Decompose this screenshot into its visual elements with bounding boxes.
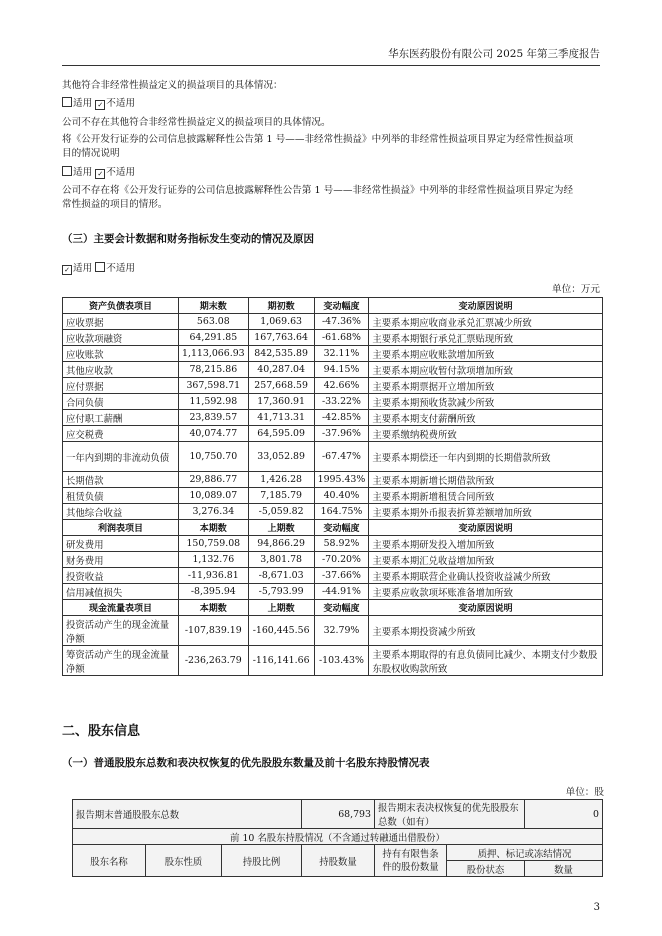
fin-reason-cell: 主要系本期取得的有息负债同比减少、本期支付少数股东股权收购款所致 xyxy=(369,646,603,676)
col-restricted: 持有有限售条件的股份数量 xyxy=(375,845,447,877)
fin-change-cell: -70.20% xyxy=(314,552,369,568)
fin-value2-cell: 64,595.09 xyxy=(248,426,314,442)
fin-item-cell: 应付职工薪酬 xyxy=(63,410,179,426)
fin-value2-cell: 1,069.63 xyxy=(248,314,314,330)
fin-row xyxy=(63,584,603,600)
fin-value2-cell: -8,671.03 xyxy=(248,568,314,584)
fin-value2-cell: 3,801.78 xyxy=(248,552,314,568)
report-title: 华东医药股份有限公司 2025 年第三季度报告 xyxy=(388,48,600,60)
fin-item-cell: 应收款项融资 xyxy=(63,330,179,346)
fin-group-header-row xyxy=(63,600,603,616)
fin-group-header-row xyxy=(63,298,603,314)
fin-row xyxy=(63,472,603,488)
fin-item-cell: 应收账款 xyxy=(63,346,179,362)
fin-change-cell: 1995.43% xyxy=(314,472,369,488)
fin-reason-cell: 主要系本期支付薪酬所致 xyxy=(369,410,603,426)
fin-value2-cell: 7,185.79 xyxy=(248,488,314,504)
fin-item-cell: 长期借款 xyxy=(63,472,179,488)
fin-item-cell: 一年内到期的非流动负债 xyxy=(63,442,179,472)
fin-item-cell: 研发费用 xyxy=(63,536,179,552)
fin-value1-cell: 40,074.77 xyxy=(179,426,249,442)
option-row-1: 适用 ✓ 不适用 xyxy=(62,97,604,111)
fin-change-cell: -47.36% xyxy=(314,314,369,330)
fin-value1-cell: 563.08 xyxy=(179,314,249,330)
fin-value2-cell: 842,535.89 xyxy=(248,346,314,362)
fin-value2-cell: 33,052.89 xyxy=(248,442,314,472)
fin-value1-cell: 29,886.77 xyxy=(179,472,249,488)
col-qty: 持股数量 xyxy=(302,845,375,877)
fin-item-cell: 筹资活动产生的现金流量净额 xyxy=(63,646,179,676)
fin-value2-cell: -116,141.66 xyxy=(248,646,314,676)
col-pledge: 质押、标记或冻结情况 xyxy=(447,845,603,861)
fin-value1-cell: -236,263.79 xyxy=(179,646,249,676)
fin-item-cell: 投资活动产生的现金流量净额 xyxy=(63,616,179,646)
fin-header-cell: 变动幅度 xyxy=(314,520,369,536)
fin-row xyxy=(63,394,603,410)
fin-reason-cell: 主要系本期投资减少所致 xyxy=(369,616,603,646)
fin-group-header-row xyxy=(63,520,603,536)
total-label: 报告期末普通股股东总数 xyxy=(73,800,302,829)
checkbox-checked-icon: ✓ xyxy=(95,169,105,179)
fin-item-cell: 投资收益 xyxy=(63,568,179,584)
col-name: 股东名称 xyxy=(73,845,146,877)
financial-change-table xyxy=(62,297,603,676)
fin-value2-cell: 94,866.29 xyxy=(248,536,314,552)
fin-value1-cell: 1,132.76 xyxy=(179,552,249,568)
fin-change-cell: -37.66% xyxy=(314,568,369,584)
fin-row xyxy=(63,362,603,378)
col-ratio: 持股比例 xyxy=(222,845,302,877)
fin-value1-cell: 23,839.57 xyxy=(179,410,249,426)
fin-item-cell: 其他应收款 xyxy=(63,362,179,378)
fin-header-cell: 变动幅度 xyxy=(314,298,369,314)
fin-value2-cell: 257,668.59 xyxy=(248,378,314,394)
fin-value1-cell: 11,592.98 xyxy=(179,394,249,410)
fin-row xyxy=(63,426,603,442)
fin-value2-cell: 167,763.64 xyxy=(248,330,314,346)
page-header xyxy=(62,46,600,66)
fin-value1-cell: 10,750.70 xyxy=(179,442,249,472)
fin-item-cell: 租赁负债 xyxy=(63,488,179,504)
fin-value1-cell: 150,759.08 xyxy=(179,536,249,552)
fin-row xyxy=(63,442,603,472)
fin-row xyxy=(63,616,603,646)
shareholder-unit: 单位：股 xyxy=(565,787,604,798)
fin-row xyxy=(63,378,603,394)
fin-row xyxy=(63,536,603,552)
fin-value2-cell: -5,793.99 xyxy=(248,584,314,600)
fin-change-cell: -103.43% xyxy=(314,646,369,676)
fin-value2-cell: 41,713.31 xyxy=(248,410,314,426)
checkbox-unchecked-icon xyxy=(62,166,72,176)
fin-reason-cell: 主要系本期预收货款减少所致 xyxy=(369,394,603,410)
fin-row xyxy=(63,488,603,504)
checkbox-checked-icon: ✓ xyxy=(95,100,105,110)
fin-value1-cell: 64,291.85 xyxy=(179,330,249,346)
nonrecurring-line2a: 将《公开发行证券的公司信息披露解释性公告第 1 号——非经常性损益》中列举的非经常性损益项目界定为经常性损益项 xyxy=(62,134,574,145)
fin-reason-cell: 主要系应收款项坏账准备增加所致 xyxy=(369,584,603,600)
fin-item-cell: 合同负债 xyxy=(63,394,179,410)
section2-title: 二、股东信息 xyxy=(62,724,141,739)
option-row-3: ✓ 适用 不适用 xyxy=(62,262,604,276)
top10-title-row xyxy=(73,829,603,845)
top10-label: 前 10 名股东持股情况（不含通过转融通出借股份） xyxy=(73,829,603,845)
fin-reason-cell: 主要系本期新增租赁合同所致 xyxy=(369,488,603,504)
fin-row xyxy=(63,552,603,568)
checkbox-checked-icon: ✓ xyxy=(62,265,72,275)
nonrecurring-line3a: 公司不存在将《公开发行证券的公司信息披露解释性公告第 1 号——非经常性损益》中列举的非经常性损益项目界定为经 xyxy=(62,185,574,196)
fin-item-cell: 其他综合收益 xyxy=(63,504,179,520)
col-amount: 数量 xyxy=(525,861,603,877)
checkbox-unchecked-icon xyxy=(95,262,105,272)
fin-value1-cell: 367,598.71 xyxy=(179,378,249,394)
fin-value1-cell: 1,113,066.93 xyxy=(179,346,249,362)
fin-change-cell: 164.75% xyxy=(314,504,369,520)
fin-item-cell: 财务费用 xyxy=(63,552,179,568)
section2-subtitle: （一）普通股股东总数和表决权恢复的优先股股东数量及前十名股东持股情况表 xyxy=(62,757,430,769)
total-holders-row xyxy=(73,800,603,829)
fin-header-cell: 本期数 xyxy=(179,520,249,536)
fin-header-cell: 变动原因说明 xyxy=(369,520,603,536)
fin-value1-cell: -11,936.81 xyxy=(179,568,249,584)
fin-item-cell: 应交税费 xyxy=(63,426,179,442)
fin-change-cell: -44.91% xyxy=(314,584,369,600)
fin-reason-cell: 主要系本期应收暂付款项增加所致 xyxy=(369,362,603,378)
fin-change-cell: 58.92% xyxy=(314,536,369,552)
fin-header-cell: 上期数 xyxy=(248,520,314,536)
fin-header-cell: 本期数 xyxy=(179,600,249,616)
pref-value: 0 xyxy=(525,800,603,829)
nonrecurring-line2b: 目的情况说明 xyxy=(62,148,120,159)
fin-header-cell: 现金流量表项目 xyxy=(63,600,179,616)
fin-header-cell: 期初数 xyxy=(248,298,314,314)
fin-header-cell: 资产负债表项目 xyxy=(63,298,179,314)
col-nature: 股东性质 xyxy=(146,845,222,877)
fin-value1-cell: -8,395.94 xyxy=(179,584,249,600)
fin-row xyxy=(63,346,603,362)
fin-reason-cell: 主要系本期票据开立增加所致 xyxy=(369,378,603,394)
fin-row xyxy=(63,504,603,520)
fin-reason-cell: 主要系本期偿还一年内到期的长期借款所致 xyxy=(369,442,603,472)
fin-change-cell: 42.66% xyxy=(314,378,369,394)
fin-header-cell: 上期数 xyxy=(248,600,314,616)
fin-change-cell: 32.79% xyxy=(314,616,369,646)
fin-change-cell: -37.96% xyxy=(314,426,369,442)
fin-value1-cell: 10,089.07 xyxy=(179,488,249,504)
fin-item-cell: 信用减值损失 xyxy=(63,584,179,600)
fin-row xyxy=(63,568,603,584)
fin-reason-cell: 主要系本期研发投入增加所致 xyxy=(369,536,603,552)
pref-label: 报告期末表决权恢复的优先股股东总数（如有） xyxy=(375,800,525,829)
fin-header-cell: 变动幅度 xyxy=(314,600,369,616)
page-number: 3 xyxy=(593,902,600,913)
fin-value1-cell: 78,215.86 xyxy=(179,362,249,378)
fin-value2-cell: -160,445.56 xyxy=(248,616,314,646)
option-row-2: 适用 ✓ 不适用 xyxy=(62,166,604,180)
fin-change-cell: 32.11% xyxy=(314,346,369,362)
fin-value2-cell: 1,426.28 xyxy=(248,472,314,488)
nonrecurring-line1: 公司不存在其他符合非经常性损益定义的损益项目的具体情况。 xyxy=(62,117,331,128)
fin-value2-cell: 17,360.91 xyxy=(248,394,314,410)
total-value: 68,793 xyxy=(302,800,375,829)
fin-item-cell: 应付票据 xyxy=(63,378,179,394)
nonrecurring-line3b: 常性损益的项目的情形。 xyxy=(62,199,168,210)
fin-header-cell: 期末数 xyxy=(179,298,249,314)
nonrecurring-intro: 其他符合非经常性损益定义的损益项目的具体情况： xyxy=(62,80,283,91)
column-header-row xyxy=(73,845,603,861)
fin-change-cell: -67.47% xyxy=(314,442,369,472)
fin-header-cell: 变动原因说明 xyxy=(369,600,603,616)
shareholder-table xyxy=(72,799,603,877)
checkbox-unchecked-icon xyxy=(62,97,72,107)
fin-reason-cell: 主要系缴纳税费所致 xyxy=(369,426,603,442)
fin-header-cell: 利润表项目 xyxy=(63,520,179,536)
fin-reason-cell: 主要系本期汇兑收益增加所致 xyxy=(369,552,603,568)
fin-value2-cell: 40,287.04 xyxy=(248,362,314,378)
fin-value1-cell: -107,839.19 xyxy=(179,616,249,646)
fin-row xyxy=(63,314,603,330)
fin-item-cell: 应收票据 xyxy=(63,314,179,330)
fin-change-cell: -42.85% xyxy=(314,410,369,426)
fin-row xyxy=(63,330,603,346)
fin-change-cell: -33.22% xyxy=(314,394,369,410)
fin-row xyxy=(63,410,603,426)
fin-reason-cell: 主要系本期联营企业确认投资收益减少所致 xyxy=(369,568,603,584)
fin-reason-cell: 主要系本期银行承兑汇票贴现所致 xyxy=(369,330,603,346)
col-status: 股份状态 xyxy=(447,861,525,877)
fin-reason-cell: 主要系本期应收账款增加所致 xyxy=(369,346,603,362)
fin-value1-cell: 3,276.34 xyxy=(179,504,249,520)
fin-reason-cell: 主要系本期外币报表折算差额增加所致 xyxy=(369,504,603,520)
fin-change-cell: -61.68% xyxy=(314,330,369,346)
fin-change-cell: 94.15% xyxy=(314,362,369,378)
fin-unit: 单位：万元 xyxy=(552,284,600,295)
section3-title: （三）主要会计数据和财务指标发生变动的情况及原因 xyxy=(62,233,314,245)
fin-reason-cell: 主要系本期应收商业承兑汇票减少所致 xyxy=(369,314,603,330)
fin-reason-cell: 主要系本期新增长期借款所致 xyxy=(369,472,603,488)
fin-change-cell: 40.40% xyxy=(314,488,369,504)
fin-value2-cell: -5,059.82 xyxy=(248,504,314,520)
fin-header-cell: 变动原因说明 xyxy=(369,298,603,314)
fin-row xyxy=(63,646,603,676)
